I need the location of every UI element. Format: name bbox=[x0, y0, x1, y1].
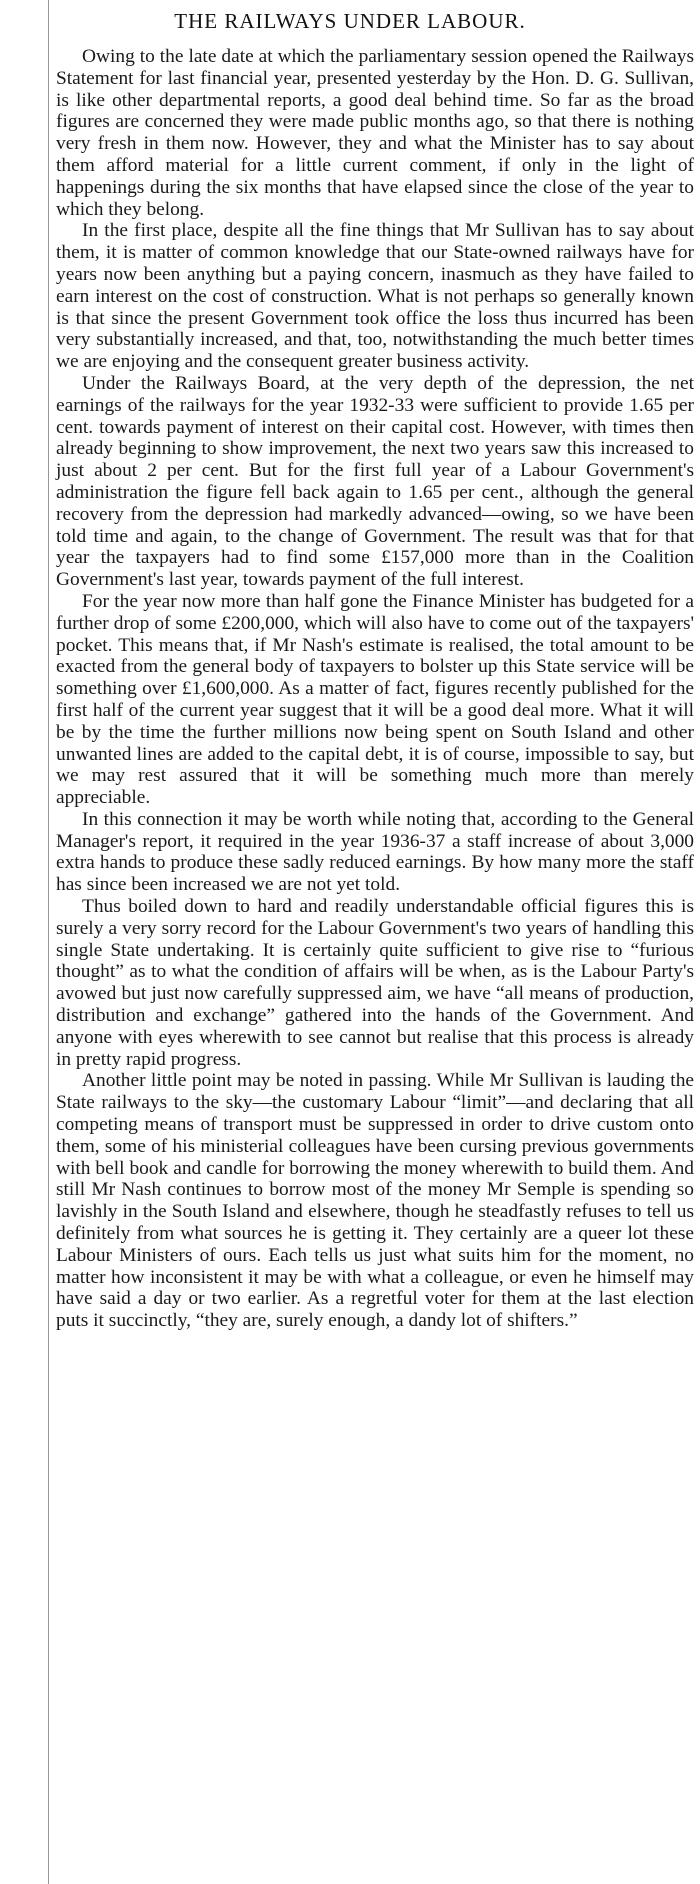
article-body bbox=[56, 46, 694, 1332]
column-rule bbox=[48, 0, 49, 1884]
paragraph-6: Thus boiled down to hard and readily understandable official figures this is surely a very sorry record for the Labour Government's two years of handling this single State undertaking. It is certainly quite sufficient to give rise to “furious thought” as to what the condition of affairs will be when, as is the Labour Party's avowed but just now carefully suppressed aim, we have “all means of production, distribution and exchange” gathered into the hands of the Government. And anyone with eyes wherewith to see cannot but realise that this process is already in pretty rapid progress. bbox=[56, 896, 694, 1070]
paragraph-2: In the first place, despite all the fine things that Mr Sullivan has to say about them, it is matter of common knowledge that our State-owned railways have for years now been anything but a paying concern, inasmuch as they have failed to earn interest on the cost of construction. What is not perhaps so generally known is that since the present Government took office the loss thus incurred has been very substantially increased, and that, too, notwithstanding the much better times we are enjoying and the consequent greater business activity. bbox=[56, 220, 694, 373]
paragraph-3: Under the Railways Board, at the very depth of the depression, the net earnings of the railways for the year 1932-33 were sufficient to provide 1.65 per cent. towards payment of interest on their capital cost. However, with times then already beginning to show improvement, the next two years saw this increased to just about 2 per cent. But for the first full year of a Labour Government's administration the figure fell back again to 1.65 per cent., although the general recovery from the depression had markedly advanced—owing, so we have been told time and again, to the change of Government. The result was that for that year the taxpayers had to find some £157,000 more than in the Coalition Government's last year, towards payment of the full interest. bbox=[56, 372, 694, 591]
paragraph-7: Another little point may be noted in passing. While Mr Sullivan is lauding the State railways to the sky—the customary Labour “limit”—and declaring that all competing means of transport must be suppressed in order to drive custom onto them, some of his ministerial colleagues have been cursing previous governments with bell book and candle for borrowing the money wherewith to build them. And still Mr Nash continues to borrow most of the money Mr Semple is spending so lavishly in the South Island and elsewhere, though he steadfastly refuses to tell us definitely from what sources he is getting it. They certainly are a queer lot these Labour Ministers of ours. Each tells us just what suits him for the moment, no matter how inconsistent it may be with what a colleague, or even he himself may have said a day or two earlier. As a regretful voter for them at the last election puts it succinctly, “they are, surely enough, a dandy lot of shifters.” bbox=[56, 1070, 694, 1332]
article-title: THE RAILWAYS UNDER LABOUR. bbox=[174, 9, 526, 33]
paragraph-5: In this connection it may be worth while noting that, according to the General Manager's report, it required in the year 1936-37 a staff increase of about 3,000 extra hands to produce these sadly reduced earnings. By how many more the staff has since been increased we are not yet told. bbox=[56, 808, 694, 896]
paragraph-1: Owing to the late date at which the parliamentary session opened the Railways Statement for last financial year, presented yesterday by the Hon. D. G. Sullivan, is like other departmental reports, a good deal behind time. So far as the broad figures are concerned they were made public months ago, so that there is nothing very fresh in them now. However, they and what the Minister has to say about them afford material for a little current comment, if only in the light of happenings during the six months that have elapsed since the close of the year to which they belong. bbox=[56, 46, 694, 220]
paragraph-4: For the year now more than half gone the Finance Minister has budgeted for a further drop of some £200,000, which will also have to come out of the taxpayers' pocket. This means that, if Mr Nash's estimate is realised, the total amount to be exacted from the general body of taxpayers to bolster up this State service will be something over £1,600,000. As a matter of fact, figures recently published for the first half of the current year suggest that it will be a good deal more. What it will be by the time the further millions now being spent on South Island and other unwanted lines are added to the capital debt, it is of course, impossible to say, but we may rest assured that it will be something much more than merely appreciable. bbox=[56, 590, 694, 809]
